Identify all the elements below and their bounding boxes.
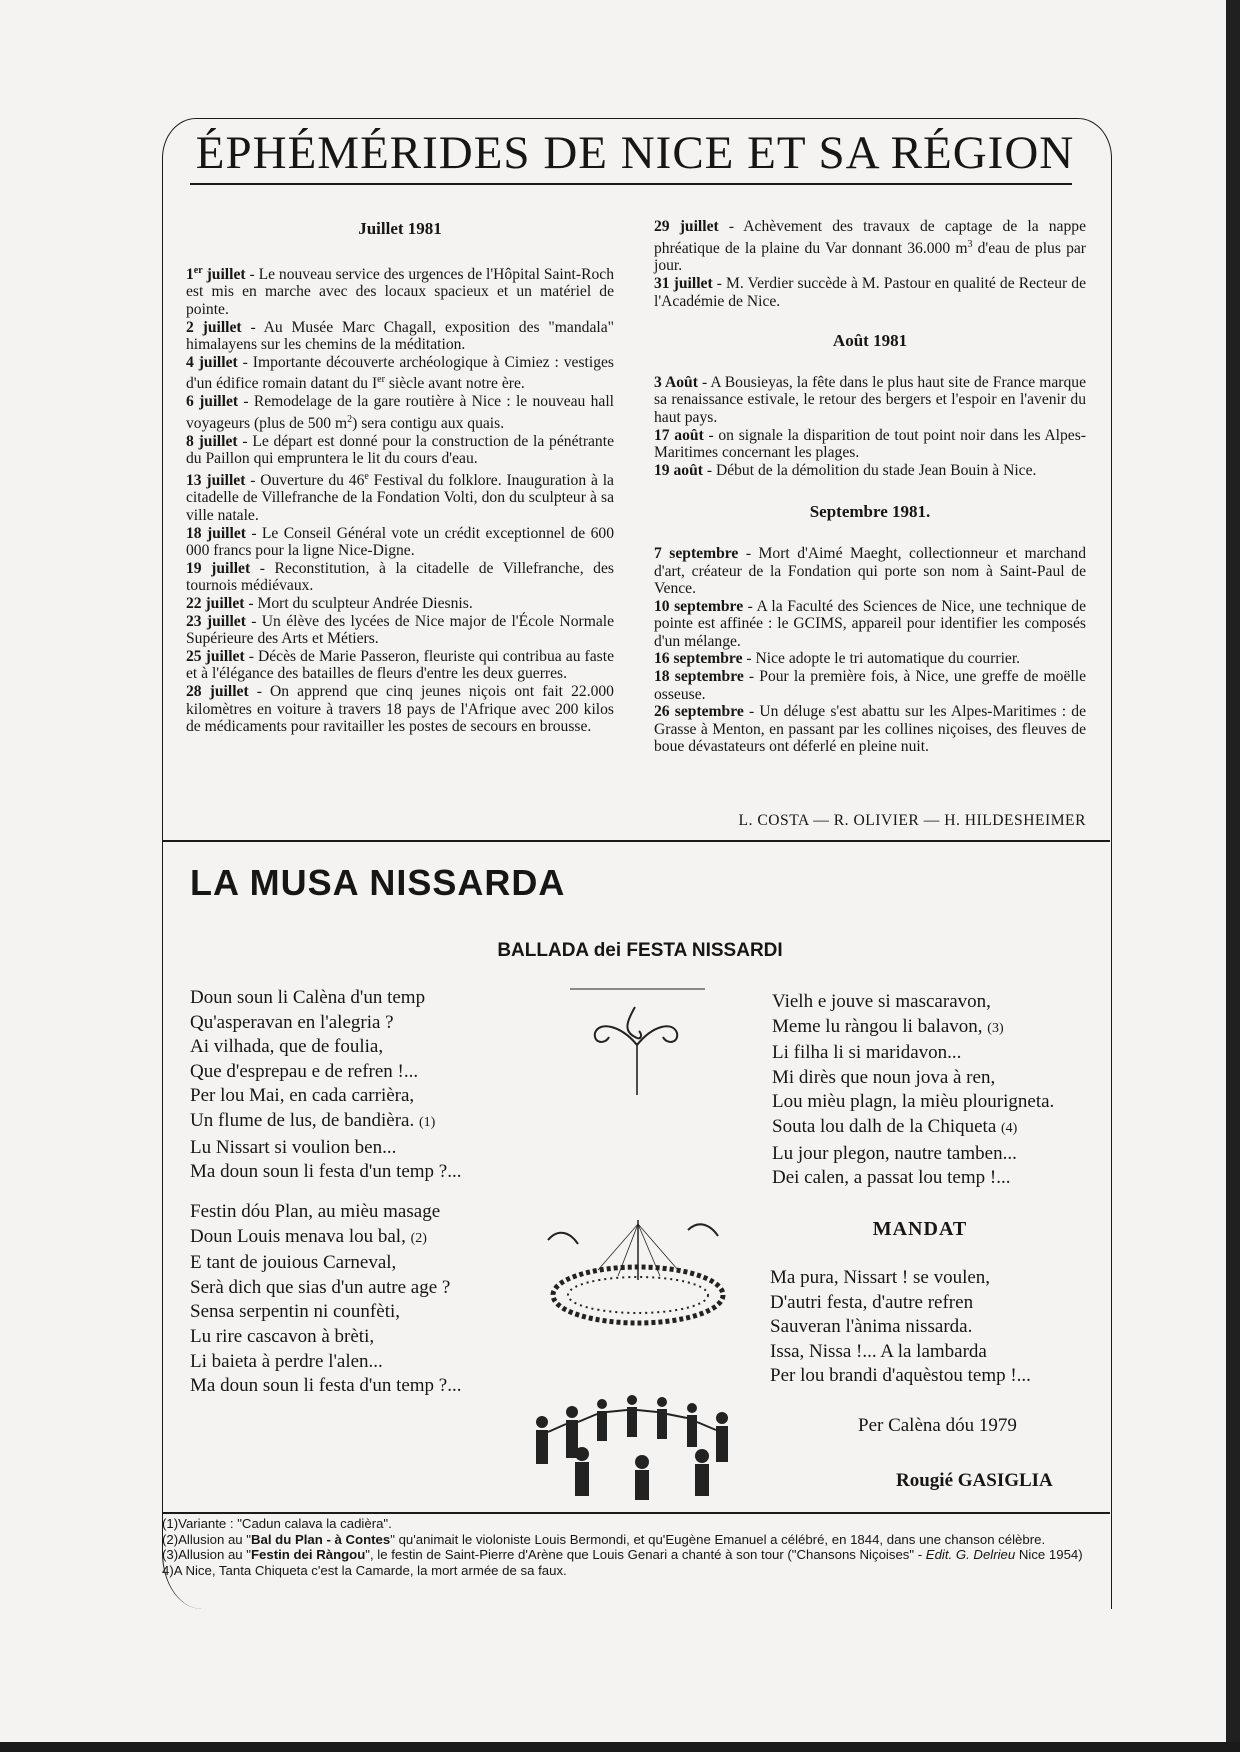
entry-august-19: 19 août - Début de la démolition du stade Jean Bouin à Nice. (654, 461, 1037, 479)
poem-line: Ma doun soun li festa d'un temp ?... (190, 1375, 462, 1397)
july-column (186, 220, 614, 736)
authors-credit: L. COSTA — R. OLIVIER — H. HILDESHEIMER (738, 812, 1086, 829)
section-divider (162, 840, 1110, 842)
poem-line: Festin dóu Plan, au mièu masage (190, 1201, 441, 1222)
poem-line: Ai vilhada, que de foulia, (190, 1036, 384, 1058)
right-column (654, 218, 1086, 756)
poem-stanza-2 (190, 1200, 462, 1399)
title-underline (190, 183, 1072, 185)
poem-line: Doun Louis menava lou bal, (2) (190, 1225, 427, 1247)
footnote-ref-1: (1) (418, 1114, 436, 1130)
poem-line: Qu'asperavan en l'alegria ? (190, 1011, 394, 1033)
entry-september-26: 26 septembre - Un déluge s'est abattu sur les Alpes-Maritimes : de Grasse à Menton, en passant par les collines niçoises, des fleuves de boue dévastateurs ont déferlé en pleine nuit. (654, 703, 1086, 756)
festival-dancers-illustration (538, 1210, 738, 1340)
poem-line: Lu jour plegon, nautre tamben... (772, 1142, 1017, 1164)
poem-line: Serà dich que sias d'un autre age ? (190, 1276, 451, 1298)
entry-september-10: 10 septembre - A la Faculté des Sciences de Nice, une technique de pointe est affinée : le GCIMS, appareil pour identifier les composés d'un mélange. (654, 597, 1086, 650)
entry-july-19: 19 juillet - Reconstitution, à la citadelle de Villefranche, des tournois médiévaux. (186, 559, 614, 595)
footnote-1: (1)Variante : "Cadun calava la cadièra". (162, 1516, 392, 1531)
poem-line: Ma pura, Nissart ! se voulen, (770, 1267, 991, 1288)
mandat-stanza (770, 1266, 1031, 1389)
entry-july-28: 28 juillet - On apprend que cinq jeunes niçois ont fait 22.000 kilomètres en voiture à travers 18 pays de l'Afrique avec 200 kilos de médicaments pour ravitailler les postes de secours en brousse. (186, 683, 614, 736)
poem-line: Un flume de lus, de bandièra. (1) (190, 1109, 436, 1131)
month-heading-september: Septembre 1981. (809, 502, 931, 522)
poem-line: E tant de jouious Carneval, (190, 1252, 397, 1274)
entry-july-25: 25 juillet - Décès de Marie Passeron, fleuriste qui contribua au faste et à l'élégance des batailles de fleurs d'entre les deux guerres. (186, 647, 614, 683)
entry-july-23: 23 juillet - Un élève des lycées de Nice major de l'École Normale Supérieure des Arts et Métiers. (186, 612, 614, 648)
entry-july-4: 4 juillet - Importante découverte archéologique à Cimiez : vestiges d'un édifice romain datant du Ier siècle avant notre ère. (186, 353, 614, 393)
entry-july-18: 18 juillet - Le Conseil Général vote un crédit exceptionnel de 600 000 francs pour la ligne Nice-Digne. (186, 524, 614, 560)
poem-line: D'autri festa, d'autre refren (770, 1291, 974, 1313)
entry-july-29: 29 juillet - Achèvement des travaux de captage de la nappe phréatique de la plaine du Var donnant 36.000 $m^3$ d'eau de plus par jour. (654, 218, 1086, 275)
footnote-2: (2)Allusion au "Bal du Plan - à Contes" qu'animait le violoniste Louis Bermondi, et qu'Eugène Emanuel a célébré, en 1844, dans une chanson célèbre. (162, 1531, 1046, 1547)
poem-line: Li filha li si maridavon... (772, 1042, 962, 1064)
entry-august-3: 3 Août - A Bousieyas, la fête dans le plus haut site de France marque sa renaissance estivale, le retour des bergers et l'espoir en l'avenir du haut pays. (654, 373, 1086, 426)
footnotes-divider (162, 1512, 1110, 1514)
entry-july-1: 1er juillet - Le nouveau service des urgences de l'Hôpital Saint-Roch est mis en marche avec des locaux spacieux et un matériel de pointe. (186, 264, 615, 318)
entry-september-16: 16 septembre - Nice adopte le tri automatique du courrier. (654, 650, 1021, 668)
poem-line: Lu Nissart si voulion ben... (190, 1136, 397, 1158)
poem-line: Doun soun li Calèna d'un temp (190, 987, 426, 1008)
month-heading-august: Août 1981 (832, 331, 908, 351)
poem-line: Sauveran l'ànima nissarda. (770, 1316, 973, 1338)
section-title-musa: LA MUSA NISSARDA (190, 862, 566, 903)
poem-line: Li baieta à perdre l'alen... (190, 1350, 383, 1372)
footnote-ref-2: (2) (410, 1230, 427, 1246)
entry-july-8: 8 juillet - Le départ est donné pour la construction de la pénétrante du Paillon qui empruntera le lit du cours d'eau. (186, 432, 614, 468)
entry-september-18: 18 septembre - Pour la première fois, à Nice, une greffe de moëlle osseuse. (654, 668, 1086, 703)
entry-july-2: 2 juillet - Au Musée Marc Chagall, exposition des "mandala" himalayens sur les chemins de la méditation. (186, 318, 614, 354)
poem-line: Lu rire cascavon à brèti, (190, 1325, 375, 1347)
poem-line: Mi dirès que noun jova à ren, (772, 1066, 996, 1088)
entry-september-7: 7 septembre - Mort d'Aimé Maeght, collectionneur et marchand d'art, créateur de la Fondation qui porte son nom à Saint-Paul de Vence. (654, 544, 1086, 598)
poem-line: Souta lou dalh de la Chiqueta (4) (772, 1115, 1018, 1137)
poem-line: Vielh e jouve si mascaravon, (772, 991, 991, 1012)
poem-dateline: Per Calèna dóu 1979 (858, 1415, 1017, 1436)
mandat-title: MANDAT (872, 1218, 968, 1240)
footnotes (162, 1516, 1112, 1578)
poem-line: Dei calen, a passat lou temp !... (772, 1167, 1011, 1189)
poem-line: Ma doun soun li festa d'un temp ?... (190, 1161, 462, 1183)
poem-stanza-3 (772, 990, 1054, 1191)
footnote-4: 4)A Nice, Tanta Chiqueta c'est la Camarde, la mort armée de sa faux. (162, 1562, 567, 1578)
poem-line: Lou mièu plagn, la mièu plourigneta. (772, 1091, 1055, 1113)
poem-line: Issa, Nissa !... A la lambarda (770, 1340, 987, 1362)
entry-july-31: 31 juillet - M. Verdier succède à M. Pastour en qualité de Recteur de l'Académie de Nice. (654, 274, 1086, 310)
entry-july-22: 22 juillet - Mort du sculpteur Andrée Diesnis. (186, 595, 473, 613)
poem-line: Sensa serpentin ni counfèti, (190, 1301, 401, 1323)
round-dance-illustration (522, 1382, 762, 1502)
poem-line: Que d'esprepau e de refren !... (190, 1060, 419, 1082)
entry-august-17: 17 août - on signale la disparition de tout point noir dans les Alpes-Maritimes concernant les plages. (654, 426, 1086, 462)
poem-line: Per lou brandi d'aquèstou temp !... (770, 1365, 1031, 1387)
footnote-3: (3)Allusion au "Festin dei Ràngou", le festin de Saint-Pierre d'Arène que Louis Genari a chanté à son tour ("Chansons Niçoises" - Edit. G. Delrieu Nice 1954) (162, 1547, 1083, 1563)
scan-edge-bottom (0, 1742, 1240, 1752)
ornament-illustration (565, 985, 715, 1105)
poem-author: Rougié GASIGLIA (896, 1470, 1053, 1491)
poem-line: Per lou Mai, en cada carrièra, (190, 1085, 415, 1107)
entry-july-6: 6 juillet - Remodelage de la gare routière à Nice : le nouveau hall voyageurs (plus de 500 $m^2$) sera contigu aux quais. (186, 393, 614, 432)
footnote-ref-3: (3) (987, 1020, 1004, 1036)
footnote-ref-4: (4) (1001, 1120, 1018, 1136)
page-title: ÉPHÉMÉRIDES DE NICE ET SA RÉGION (195, 127, 1075, 179)
poem-title: BALLADA dei FESTA NISSARDI (497, 940, 783, 961)
poem-line: Meme lu ràngou li balavon, (3) (772, 1015, 1004, 1037)
entry-july-13: 13 juillet - Ouverture du 46e Festival du folklore. Inauguration à la citadelle de Villefranche de la Fondation Volti, don du sculpteur à sa ville natale. (186, 470, 614, 525)
month-heading-july: Juillet 1981 (358, 219, 442, 238)
scan-edge-right (1226, 0, 1240, 1752)
poem-stanza-1 (190, 986, 462, 1185)
